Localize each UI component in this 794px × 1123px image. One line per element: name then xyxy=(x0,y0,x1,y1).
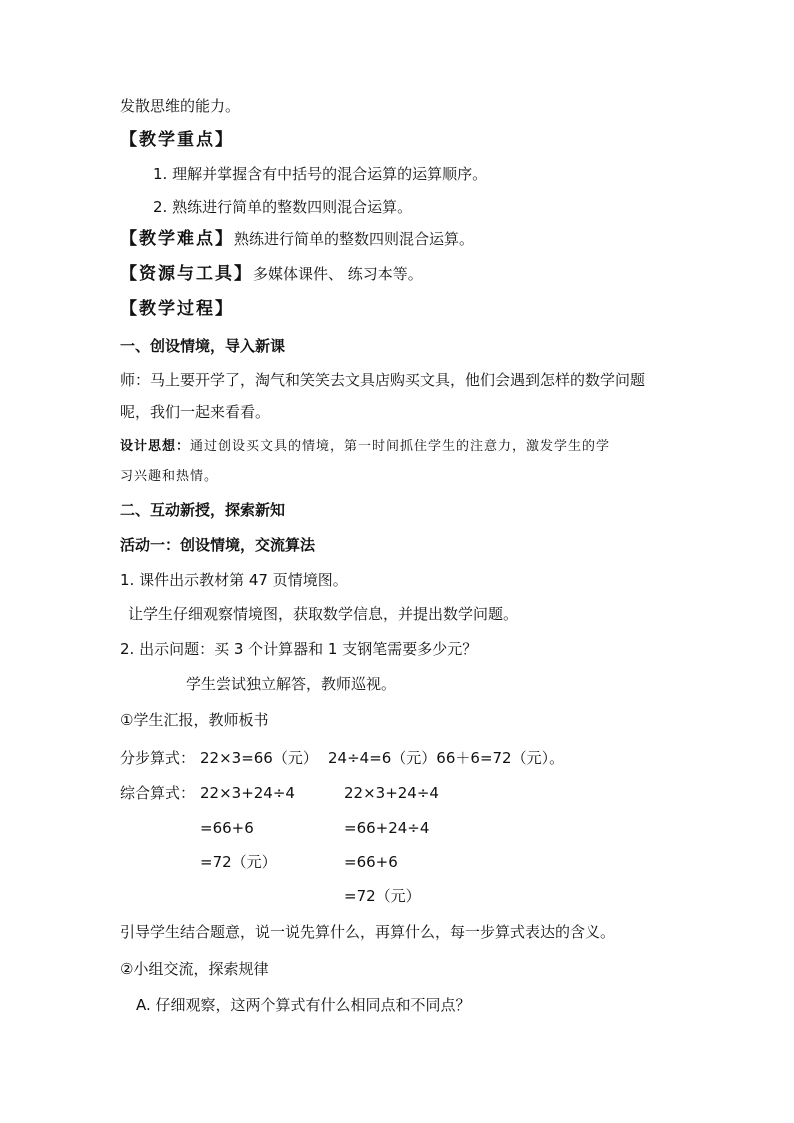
step-2-detail: 学生尝试独立解答，教师巡视。 xyxy=(186,675,397,693)
activity-1-title: 活动一：创设情境，交流算法 xyxy=(120,536,316,554)
key-points-heading: 【教学重点】 xyxy=(120,130,234,150)
design-label: 设计思想： xyxy=(120,439,191,454)
resources-heading: 【资源与工具】 xyxy=(120,264,253,284)
combined-2c: =66+6 xyxy=(344,853,398,871)
difficulty-line xyxy=(120,229,474,249)
combined-2a: 22×3+24÷4 xyxy=(344,784,439,802)
combined-1c: =72（元） xyxy=(200,853,277,871)
teacher-line-2: 呢，我们一起来看看。 xyxy=(120,403,271,421)
combined-1b: =66+6 xyxy=(200,819,254,837)
teacher-line-1: 师：马上要开学了，淘气和笑笑去文具店购买文具，他们会遇到怎样的数学问题 xyxy=(120,371,646,389)
process-heading: 【教学过程】 xyxy=(120,299,234,319)
stepwise-a: 22×3=66（元） xyxy=(200,749,318,767)
report-heading: ①学生汇报，教师板书 xyxy=(120,711,269,729)
resources-line xyxy=(120,264,423,284)
resources-text: 多媒体课件、 练习本等。 xyxy=(253,265,423,283)
step-1: 1. 课件出示教材第 47 页情境图。 xyxy=(120,571,348,589)
step-2: 2. 出示问题：买 3 个计算器和 1 支钢笔需要多少元？ xyxy=(120,640,478,658)
design-text-1: 通过创设买文具的情境，第一时间抓住学生的注意力，激发学生的学 xyxy=(190,439,611,454)
guide-line: 引导学生结合题意，说一说先算什么，再算什么，每一步算式表达的含义。 xyxy=(120,923,616,941)
stepwise-b: 24÷4=6（元）66＋6=72（元）。 xyxy=(328,749,565,767)
step-1-detail: 让学生仔细观察情境图，获取数学信息，并提出数学问题。 xyxy=(128,605,519,623)
combined-2b: =66+24÷4 xyxy=(344,819,430,837)
section-1-title: 一、创设情境，导入新课 xyxy=(120,337,286,355)
difficulty-heading: 【教学难点】 xyxy=(120,229,234,249)
key-point-2: 2. 熟练进行简单的整数四则混合运算。 xyxy=(153,198,413,216)
section-2-title: 二、互动新授，探索新知 xyxy=(120,501,286,519)
key-point-1: 1. 理解并掌握含有中括号的混合运算的运算顺序。 xyxy=(153,165,488,183)
combined-1a: 22×3+24÷4 xyxy=(200,784,295,802)
intro-tail-text: 发散思维的能力。 xyxy=(120,97,241,115)
combined-label: 综合算式： xyxy=(120,784,196,802)
question-a: A. 仔细观察，这两个算式有什么相同点和不同点？ xyxy=(136,996,471,1014)
group-heading: ②小组交流，探索规律 xyxy=(120,960,269,978)
combined-2d: =72（元） xyxy=(344,887,421,905)
design-text-2: 习兴趣和热情。 xyxy=(120,469,219,484)
design-line-1 xyxy=(120,437,610,457)
stepwise-label: 分步算式： xyxy=(120,749,196,767)
difficulty-text: 熟练进行简单的整数四则混合运算。 xyxy=(234,230,475,248)
